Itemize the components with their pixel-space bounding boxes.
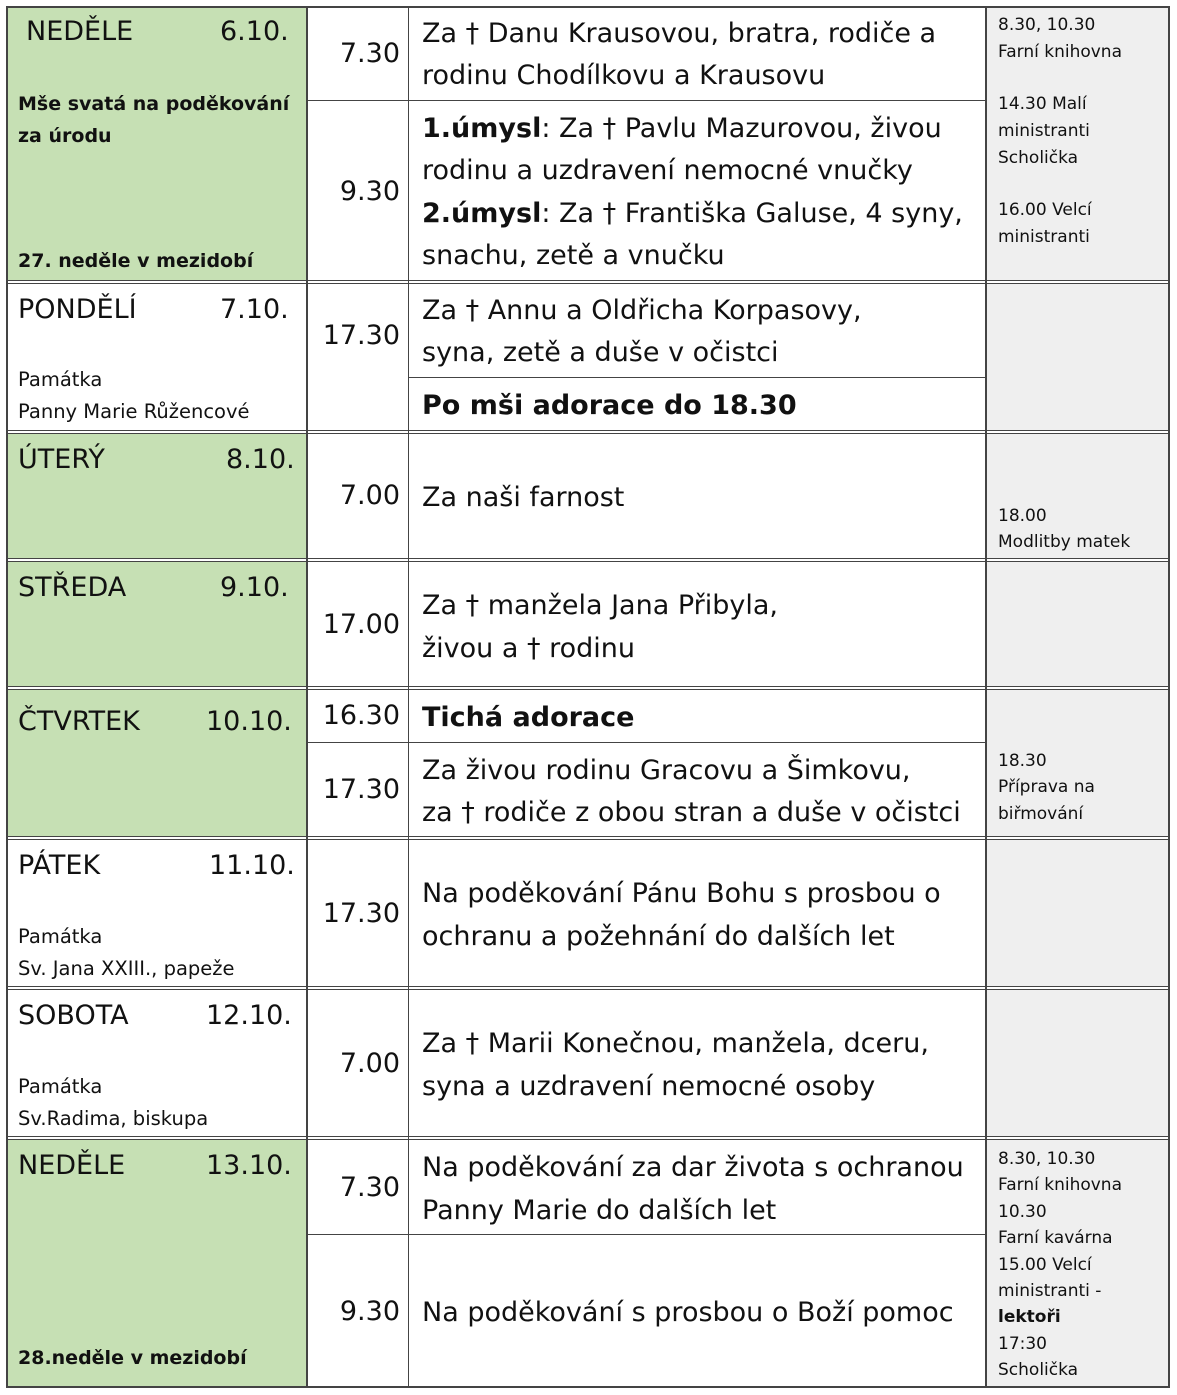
note-line: Modlitby matek [998,532,1131,552]
subrow-separator [306,742,986,743]
row-separator [6,558,1170,559]
day-name: ÚTERÝ [18,444,105,475]
day-date: 12.10. [206,1000,292,1031]
notes-cell-saturday [987,990,1169,1136]
mass-intention-line: syna a uzdravení nemocné osoby [422,1071,876,1102]
adoration-text: Po mši adorace do 18.30 [422,390,797,421]
memorial-label: Památka [18,925,103,948]
day-date: 9.10. [220,572,289,603]
day-date: 6.10. [220,16,289,47]
note-line: biřmování [998,804,1084,824]
day-date: 10.10. [206,706,292,737]
row-separator [6,989,1170,990]
note-line: ministranti [998,227,1090,247]
note-line: Scholička [998,1360,1079,1380]
memorial-label: Památka [18,368,103,391]
note-line: Příprava na [998,777,1095,797]
note-line: 18.30 [998,751,1047,771]
mass-intention-line: ochranu a požehnání do dalších let [422,921,895,952]
mass-intention-line: Za † Marii Konečnou, manžela, dceru, [422,1028,929,1059]
note-line: Farní kavárna [998,1228,1113,1248]
adoration-text: Tichá adorace [422,702,635,733]
note-line: Scholička [998,148,1079,168]
mass-intention-line: Za † manžela Jana Přibyla, [422,590,778,621]
mass-intention-line: Na poděkování za dar života s ochranou [422,1152,964,1183]
mass-time: 9.30 [339,176,400,207]
memorial-label: Památka [18,1075,103,1098]
note-line: lektoři [998,1307,1061,1327]
saint-name: Sv.Radima, biskupa [18,1107,209,1130]
day-date: 8.10. [226,444,295,475]
mass-intention-line: syna, zetě a duše v očistci [422,337,779,368]
row-separator [6,1139,1170,1140]
mass-intention-line: Za † Danu Krausovou, bratra, rodiče a [422,18,937,49]
note-line: 8.30, 10.30 [998,1149,1096,1169]
saint-name: Sv. Jana XXIII., papeže [18,957,235,980]
notes-cell-friday [987,840,1169,986]
note-line: 18.00 [998,506,1047,526]
mass-intention-line: rodinu Chodílkovu a Krausovu [422,60,826,91]
row-separator [6,280,1170,281]
row-separator [6,686,1170,687]
subrow-separator [306,1234,986,1235]
day-name: ČTVRTEK [18,706,140,737]
mass-intention-line: živou a † rodinu [422,633,635,664]
intention-label: 1.úmysl [422,113,542,144]
day-date: 7.10. [220,294,289,325]
mass-intention-line: snachu, zetě a vnučku [422,240,725,271]
mass-time: 17.30 [322,774,400,805]
day-name: PÁTEK [18,850,101,881]
intention-rest: : Za † Pavlu Mazurovou, živou [541,113,942,144]
saint-name: Panny Marie Růžencové [18,400,250,423]
mass-time: 9.30 [339,1296,400,1327]
day-name: NEDĚLE [26,16,134,47]
grid-line [408,6,409,1388]
notes-cell-monday [987,284,1169,430]
mass-intention-line: za † rodiče z obou stran a duše v očistci [422,797,961,828]
day-name: NEDĚLE [18,1150,126,1181]
day-name: PONDĚLÍ [18,294,137,325]
row-separator [6,433,1170,434]
liturgical-week: 28.neděle v mezidobí [18,1347,247,1369]
row-separator [6,561,1170,562]
mass-time: 7.00 [339,1048,400,1079]
row-separator [6,430,1170,431]
note-line: 10.30 [998,1202,1047,1222]
note-line: 8.30, 10.30 [998,15,1096,35]
day-name: SOBOTA [18,1000,129,1031]
intention-rest: : Za † Františka Galuse, 4 syny, [541,198,963,229]
day-date: 11.10. [209,850,295,881]
mass-time: 17.30 [322,898,400,929]
mass-time: 7.30 [339,1172,400,1203]
feast-text: Mše svatá na poděkování za úrodu [18,93,290,147]
mass-intention-line: Za naši farnost [422,482,625,513]
grid-line [6,6,1170,8]
mass-intention-line: Panny Marie do dalších let [422,1195,777,1226]
note-line: Farní knihovna [998,1175,1122,1195]
mass-intention-line: Na poděkování s prosbou o Boží pomoc [422,1297,954,1328]
mass-intention-line [422,108,942,150]
liturgical-week: 27. neděle v mezidobí [18,250,254,272]
note-line: 16.00 Velcí [998,200,1092,220]
day-name: STŘEDA [18,572,127,603]
mass-time: 7.30 [339,38,400,69]
note-line: ministranti - [998,1281,1102,1301]
grid-line [1168,6,1170,1388]
grid-line [985,6,987,1388]
mass-intention-line: Za † Annu a Oldřicha Korpasovy, [422,295,862,326]
note-line: 14.30 Malí [998,94,1087,114]
mass-intention-line [422,193,963,235]
grid-line [6,6,8,1388]
note-line: 17:30 [998,1334,1047,1354]
note-line: ministranti [998,121,1090,141]
grid-line [306,6,308,1388]
mass-intention-line: Za živou rodinu Gracovu a Šimkovu, [422,755,911,786]
row-separator [6,986,1170,987]
row-separator [6,1136,1170,1137]
intention-label: 2.úmysl [422,198,542,229]
row-separator [6,283,1170,284]
mass-time: 17.00 [322,609,400,640]
mass-time: 7.00 [339,480,400,511]
subrow-separator [408,377,986,378]
note-line: 15.00 Velcí [998,1255,1092,1275]
notes-cell-wednesday [987,562,1169,686]
row-separator [6,836,1170,837]
row-separator [6,689,1170,690]
mass-time: 16.30 [322,700,400,731]
mass-intention-line: rodinu a uzdravení nemocné vnučky [422,155,913,186]
row-separator [6,839,1170,840]
mass-intention-line: Na poděkování Pánu Bohu s prosbou o [422,878,941,909]
grid-line [6,1386,1170,1388]
note-line: Farní knihovna [998,42,1122,62]
mass-time: 17.30 [322,320,400,351]
subrow-separator [306,100,986,101]
day-date: 13.10. [206,1150,292,1181]
